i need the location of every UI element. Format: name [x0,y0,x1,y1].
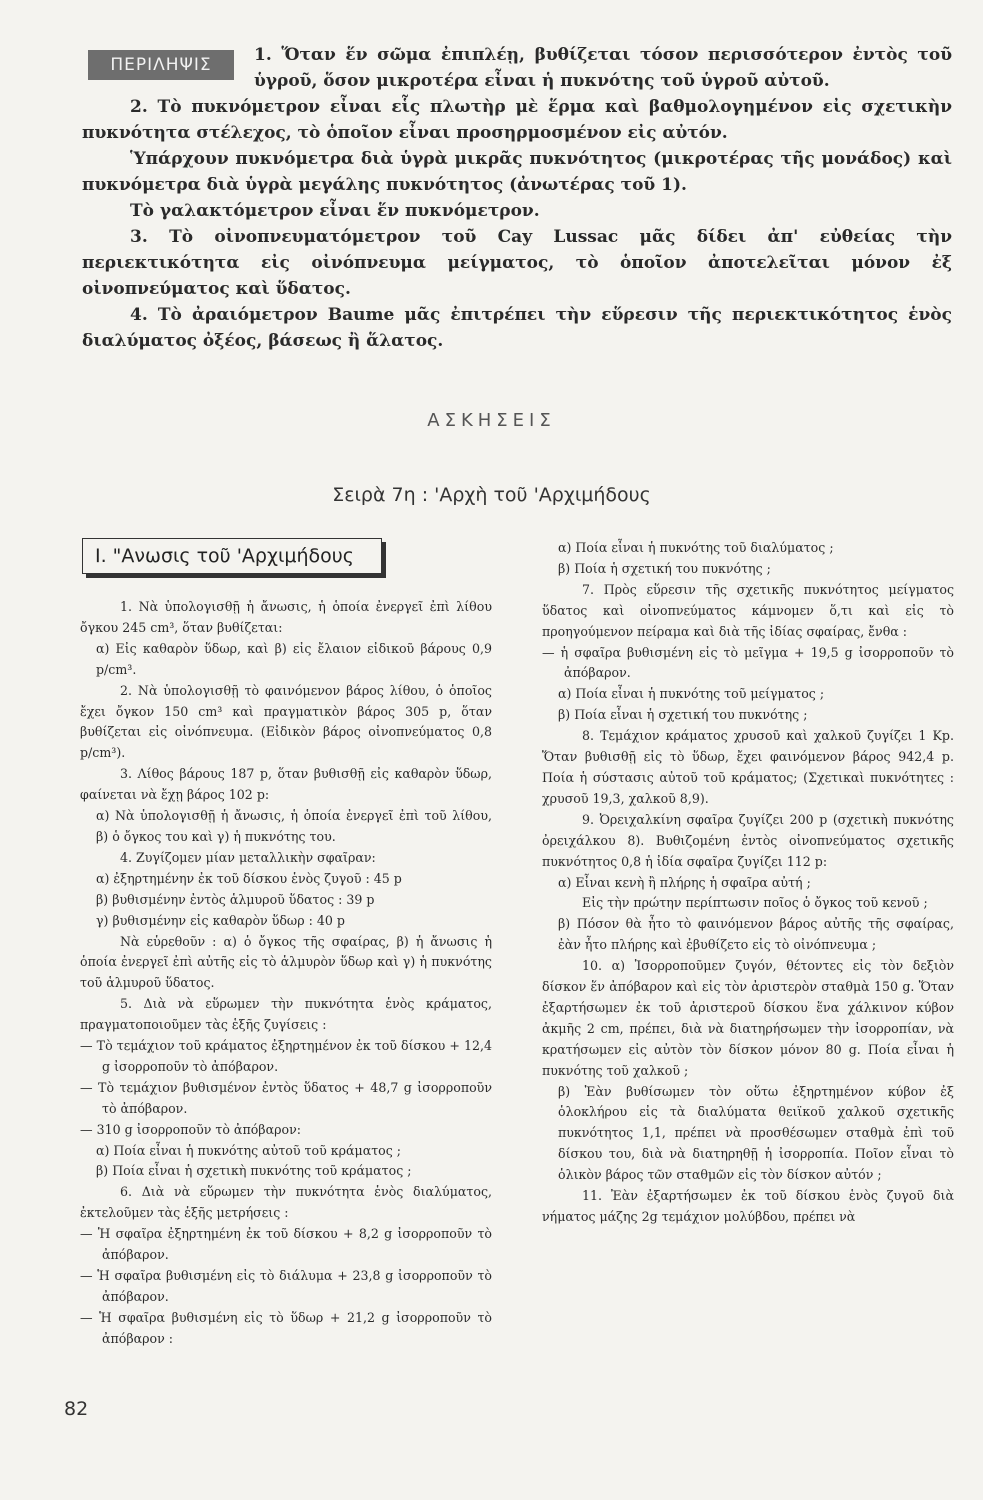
exercise-text: α) Ποία εἶναι ἡ πυκνότης τοῦ διαλύματος ; [558,540,834,555]
exercise-text: γ) βυθισμένην εἰς καθαρὸν ὕδωρ : 40 p [96,912,345,928]
exercise-text: β) Ἐὰν βυθίσωμεν τὸν οὕτω ἐξηρτημένον κύβον ἐξ ὁλοκλήρου εἰς τὰ διαλύματα θειϊκοῦ χαλκοῦ σχετικῆς πυκνότητος 1,1, πρέπει νὰ προσθέσωμεν σταθμὰ ἐπὶ τοῦ δίσκου του, διὰ νὰ διατηρηθῇ ἡ ἰσορροπία. Ποῖον εἶναι τὸ ὁλικὸν βάρος τῶν σταθμῶν εἰς τὸν δίσκον αὐτόν ; [558,1083,954,1183]
exercise-text: 6. Διὰ νὰ εὕρωμεν τὴν πυκνότητα ἑνὸς διαλύματος, ἐκτελοῦμεν τὰς ἑξῆς μετρήσεις : [80,1184,492,1221]
series-title: Σειρὰ 7η : 'Αρχὴ τοῦ 'Αρχιμήδους [332,484,651,506]
section-title-box: Ι. "Ανωσις τοῦ 'Αρχιμήδους [82,538,382,574]
exercise-text: — Ἡ σφαῖρα βυθισμένη εἰς τὸ ὕδωρ + 21,2 g ἰσορροποῦν τὸ ἀπόβαρον : [80,1309,492,1346]
exercise-text: — Ἡ σφαῖρα βυθισμένη εἰς τὸ διάλυμα + 23,8 g ἰσορροποῦν τὸ ἀπόβαρον. [80,1268,492,1304]
exercise-text: — ἡ σφαῖρα βυθισμένη εἰς τὸ μεῖγμα + 19,5 g ἰσορροποῦν τὸ ἀπόβαρον. [542,644,954,681]
exercise-text: β) βυθισμένην ἐντὸς ἁλμυροῦ ὕδατος : 39 p [96,891,375,907]
exercise-text: 2. Νὰ ὑπολογισθῇ τὸ φαινόμενον βάρος λίθου, ὁ ὁποῖος ἔχει ὄγκον 150 cm³ καὶ πραγματικὸν βάρος 305 p, ὅταν βυθίζεται εἰς οἰνόπνευμα. (Εἰδικὸν βάρος οἰνοπνεύματος 0,8 p/cm³). [80,682,492,761]
exercise-text: 11. Ἐὰν ἐξαρτήσωμεν ἐκ τοῦ δίσκου ἑνὸς ζυγοῦ διὰ νήματος μάζης 2g τεμάχιον μολύβδου, πρέπει νὰ [542,1188,954,1224]
exercise-text: 8. Τεμάχιον κράματος χρυσοῦ καὶ χαλκοῦ ζυγίζει 1 Kp. Ὅταν βυθισθῇ εἰς τὸ ὕδωρ, ἔχει φαινόμενον βάρος 942,4 p. Ποία ἡ σύστασις αὐτοῦ τοῦ κράματος; (Σχετικαὶ πυκνότητες : χρυσοῦ 19,3, χαλκοῦ 8,9). [542,728,954,806]
exercise-text: β) Πόσον θὰ ἦτο τὸ φαινόμενον βάρος αὐτῆς τῆς σφαίρας, ἐὰν ἦτο πλήρης καὶ ἐβυθίζετο εἰς τὸ οἰνόπνευμα ; [558,916,954,953]
exercise-text: α) Ποία εἶναι ἡ πυκνότης αὐτοῦ τοῦ κράματος ; [96,1142,402,1158]
exercise-text: 5. Διὰ νὰ εὕρωμεν τὴν πυκνότητα ἑνὸς κράματος, πραγματοποιοῦμεν τὰς ἑξῆς ζυγίσεις : [80,996,492,1033]
exercise-text: α) Νὰ ὑπολογισθῇ ἡ ἄνωσις, ἡ ὁποία ἐνεργεῖ ἐπὶ τοῦ λίθου, β) ὁ ὄγκος του καὶ γ) ἡ πυκνότης του. [96,808,492,844]
summary-paragraph: Τὸ γαλακτόμετρον εἶναι ἕν πυκνόμετρον. [130,201,540,221]
exercise-text: 7. Πρὸς εὕρεσιν τῆς σχετικῆς πυκνότητος μείγματος ὕδατος καὶ οἰνοπνεύματος κάμνομεν ὅ,τι καὶ εἰς τὸ προηγούμενον πείραμα καὶ διὰ τῆς ἰδίας σφαίρας, ἔνθα : [542,581,954,639]
exercise-text: 4. Ζυγίζομεν μίαν μεταλλικὴν σφαῖραν: [120,849,376,865]
exercise-text: Νὰ εὑρεθοῦν : α) ὁ ὄγκος τῆς σφαίρας, β) ἡ ἄνωσις ἡ ὁποία ἐνεργεῖ ἐπὶ αὐτῆς εἰς τὸ ἁλμυρὸν ὕδωρ καὶ γ) ἡ πυκνότης τοῦ ἁλμυροῦ ὕδατος. [80,933,492,991]
exercise-text: 3. Λίθος βάρους 187 p, ὅταν βυθισθῇ εἰς καθαρὸν ὕδωρ, φαίνεται νὰ ἔχῃ βάρος 102 p: [80,766,492,803]
exercise-text: 1. Νὰ ὑπολογισθῇ ἡ ἄνωσις, ἡ ὁποία ἐνεργεῖ ἐπὶ λίθου ὄγκου 245 cm³, ὅταν βυθίζεται: [80,599,492,635]
summary-paragraph: 1. Ὅταν ἕν σῶμα ἐπιπλέῃ, βυθίζεται τόσον περισσότερον ἐντὸς τοῦ ὑγροῦ, ὅσον μικροτέρα εἶναι ἡ πυκνότης τοῦ ὑγροῦ αὐτοῦ. [254,45,952,91]
page-number: 82 [64,1398,89,1420]
summary-badge: ΠΕΡΙΛΗΨΙΣ [88,50,234,80]
exercise-text: β) Ποία εἶναι ἡ σχετικὴ πυκνότης τοῦ κράματος ; [96,1163,412,1179]
exercise-text: α) Εἶναι κενὴ ἢ πλήρης ἡ σφαῖρα αὐτή ; [558,874,811,890]
exercise-text: β) Ποία ἡ σχετική του πυκνότης ; [558,560,771,576]
exercise-text: 10. α) Ἰσορροποῦμεν ζυγόν, θέτοντες εἰς τὸν δεξιὸν δίσκον ἕν ἀπόβαρον καὶ εἰς τὸν ἀριστερὸν σταθμὰ 150 g. Ὅταν ἐξαρτήσωμεν ἐκ τοῦ ἀριστεροῦ δίσκου ἕνα χάλκινον κύβον ἀκμῆς 2 cm, πρέπει, διὰ νὰ διατηρήσωμεν τὴν ἰσορροπίαν, νὰ κρατήσωμεν εἰς αὐτὸν τὸν δίσκον μόνον 80 g. Ποία εἶναι ἡ πυκνότης τοῦ χαλκοῦ ; [542,958,954,1078]
exercise-text: α) Ποία εἶναι ἡ πυκνότης τοῦ μείγματος ; [558,686,825,702]
summary-paragraph: 3. Τὸ οἰνοπνευματόμετρον τοῦ Cay Lussac μᾶς δίδει ἀπ' εὐθείας τὴν περιεκτικότητα εἰς οἰνόπνευμα μείγματος, τὸ ὁποῖον ἀποτελεῖται μόνον ἐξ οἰνοπνεύματος καὶ ὕδατος. [82,227,952,299]
summary-section [82,42,952,354]
exercise-text: α) Εἰς καθαρὸν ὕδωρ, καὶ β) εἰς ἔλαιον εἰδικοῦ βάρους 0,9 p/cm³. [96,640,492,677]
exercise-text: — Τὸ τεμάχιον βυθισμένον ἐντὸς ὕδατος + 48,7 g ἰσορροποῦν τὸ ἀπόβαρον. [80,1079,492,1116]
summary-paragraph: Ὑπάρχουν πυκνόμετρα διὰ ὑγρὰ μικρᾶς πυκνότητος (μικροτέρας τῆς μονάδος) καὶ πυκνόμετρα διὰ ὑγρὰ μεγάλης πυκνότητος (ἀνωτέρας τοῦ 1). [82,149,952,195]
exercise-text: Εἰς τὴν πρώτην περίπτωσιν ποῖος ὁ ὄγκος τοῦ κενοῦ ; [582,895,928,911]
exercise-text: 9. Ὀρειχαλκίνη σφαῖρα ζυγίζει 200 p (σχετικὴ πυκνότης ὀρειχάλκου 8). Βυθιζομένη ἐντὸς οἰνοπνεύματος σχετικῆς πυκνότητος 0,8 ἡ ἰδία σφαῖρα ζυγίζει 112 p: [542,811,954,869]
exercise-text: — 310 g ἰσορροποῦν τὸ ἀπόβαρον: [80,1121,301,1137]
exercises-heading: ΑΣΚΗΣΕΙΣ [427,410,556,431]
summary-paragraph: 4. Τὸ ἀραιόμετρον Baume μᾶς ἐπιτρέπει τὴν εὕρεσιν τῆς περιεκτικότητος ἑνὸς διαλύματος ὀξέος, βάσεως ἢ ἅλατος. [82,305,952,351]
summary-paragraph: 2. Τὸ πυκνόμετρον εἶναι εἷς πλωτὴρ μὲ ἕρμα καὶ βαθμολογημένον εἰς σχετικὴν πυκνότητα στέλεχος, τὸ ὁποῖον εἶναι προσηρμοσμένον εἰς αὐτόν. [82,97,952,143]
left-column [80,597,492,1350]
exercise-text: β) Ποία εἶναι ἡ σχετική του πυκνότης ; [558,707,808,723]
right-column [542,538,954,1228]
exercise-text: — Ἡ σφαῖρα ἐξηρτημένη ἐκ τοῦ δίσκου + 8,2 g ἰσορροποῦν τὸ ἀπόβαρον. [80,1226,492,1263]
exercise-text: — Τὸ τεμάχιον τοῦ κράματος ἐξηρτημένον ἐκ τοῦ δίσκου + 12,4 g ἰσορροποῦν τὸ ἀπόβαρον. [80,1038,492,1074]
exercise-text: α) ἐξηρτημένην ἐκ τοῦ δίσκου ἑνὸς ζυγοῦ : 45 p [96,870,402,886]
